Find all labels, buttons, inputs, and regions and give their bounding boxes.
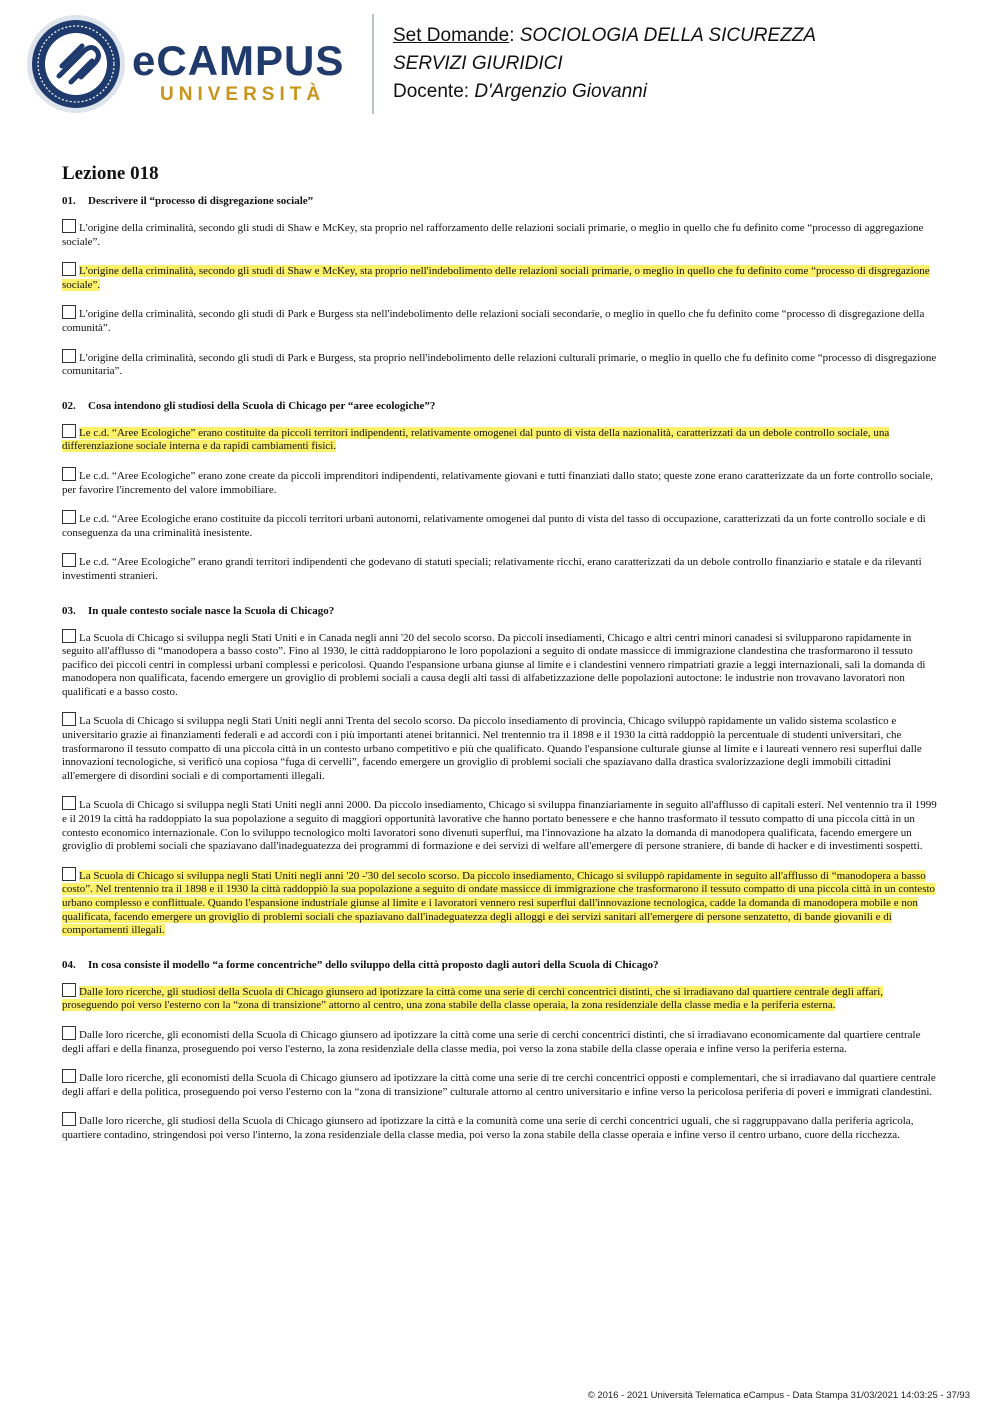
answer-text: Dalle loro ricerche, gli economisti della Scuola di Chicago giunsero ad ipotizzare la città come una serie di cerchi concentrici distinti, che si irradiavano economicamente dal quartiere centrale degli affari e della finanza, proseguendo poi verso l'esterno, la zona residenziale della classe media, poi verso la zona stabile della classe operaia e infine verso la periferia esterna. xyxy=(62,1028,921,1055)
answer-checkbox[interactable] xyxy=(62,1069,76,1083)
question-list xyxy=(62,194,940,1143)
subject-name: SOCIOLOGIA DELLA SICUREZZA xyxy=(519,25,817,46)
subject-area: SERVIZI GIURIDICI xyxy=(393,53,563,74)
answer-checkbox[interactable] xyxy=(62,796,76,810)
answer-option xyxy=(62,510,940,540)
answer-text: Le c.d. “Aree Ecologiche” erano costituite da piccoli territori indipendenti, relativamente omogenei dal punto di vista della nazionalità, caratterizzati da un debole controllo sociale, una differenziazione sociale interna e da rapidi cambiamenti fisici. xyxy=(62,426,890,453)
answer-option xyxy=(62,1069,940,1099)
university-seal-logo xyxy=(26,14,126,114)
question-title xyxy=(62,194,940,208)
question-text: In quale contesto sociale nasce la Scuola di Chicago? xyxy=(88,604,335,617)
question-number: 03. xyxy=(62,604,76,617)
answer-option xyxy=(62,553,940,583)
answer-checkbox[interactable] xyxy=(62,1112,76,1126)
question-text: Descrivere il “processo di disgregazione sociale” xyxy=(88,195,314,207)
answer-checkbox[interactable] xyxy=(62,349,76,363)
question-number: 01. xyxy=(62,195,76,207)
answer-option-correct xyxy=(62,983,940,1013)
answer-checkbox[interactable] xyxy=(62,867,76,881)
answer-checkbox[interactable] xyxy=(62,219,76,233)
answer-option xyxy=(62,1112,940,1142)
answer-checkbox[interactable] xyxy=(62,305,76,319)
answer-checkbox[interactable] xyxy=(62,553,76,567)
answer-text: Le c.d. “Aree Ecologiche erano costituite da piccoli territori urbani autonomi, relativamente omogenei dal punto di vista del tasso di occupazione, caratterizzati da un forte controllo sociale e di conseguenza da una criminalità inesistente. xyxy=(62,513,926,539)
answer-text: L'origine della criminalità, secondo gli studi di Shaw e McKey, sta proprio nel rafforzamento delle relazioni sociali primarie, o meglio in quello che fu definito come “processo di aggregazione sociale”. xyxy=(62,222,924,248)
question-block xyxy=(62,399,940,584)
answer-checkbox[interactable] xyxy=(62,510,76,524)
course-subject-line: Set Domande: SOCIOLOGIA DELLA SICUREZZA xyxy=(393,25,817,46)
set-label: Set Domande xyxy=(393,25,510,46)
answer-option-correct xyxy=(62,424,940,454)
answer-option xyxy=(62,467,940,497)
brand-subtitle: UNIVERSITÀ xyxy=(160,84,326,105)
answer-option-correct xyxy=(62,867,940,938)
answer-option xyxy=(62,796,940,853)
question-number: 02. xyxy=(62,399,76,412)
question-block xyxy=(62,194,940,379)
question-number: 04. xyxy=(62,958,76,971)
answer-checkbox[interactable] xyxy=(62,424,76,438)
question-block xyxy=(62,958,940,1143)
answer-checkbox[interactable] xyxy=(62,1026,76,1040)
question-title xyxy=(62,958,940,972)
answer-text: La Scuola di Chicago si sviluppa negli Stati Uniti negli anni 2000. Da piccolo insediamento, Chicago si sviluppa finanziariamente in seguito all'afflusso di capitali esteri. Nel ventennio tra il 1999 e il 2019 la città ha raddoppiato la sua popolazione a seguito di maggiori opportunità lavorative che hanno portato benessere e che hanno trasformato il tessuto compatto di una piccola città in un contesto economico internazionale. Con lo sviluppo tecnologico molti lavoratori sono divenuti superflui, ma l'innovazione ha alzato la domanda di manodopera qualificata, facendo emergere un groviglio di problemi sociali che spaziavano dall'inadeguatezza dei programmi di formazione e dei servizi di welfare all'emergere di persone straniere, di bande di hacker e di investimenti sospetti. xyxy=(62,799,937,853)
answer-checkbox[interactable] xyxy=(62,262,76,276)
main-content xyxy=(62,162,940,1163)
answer-text: Le c.d. “Aree Ecologiche” erano zone create da piccoli imprenditori indipendenti, relativamente giovani e tutti finanziati dallo stato; queste zone erano caratterizzate da un forte controllo sociale, per favorire l'incremento del valore immobiliare. xyxy=(62,469,933,496)
page-header xyxy=(0,0,1000,130)
lesson-title: Lezione 018 xyxy=(62,163,159,184)
answer-text: Le c.d. “Aree Ecologiche” erano grandi territori indipendenti che godevano di statuti speciali; relativamente ricchi, erano caratterizzati da un debole controllo finanziario e statale e da rilevanti investimenti stranieri. xyxy=(62,556,922,582)
answer-option xyxy=(62,629,940,700)
answer-text: La Scuola di Chicago si sviluppa negli Stati Uniti negli anni '20 -'30 del secolo scorso. Da piccolo insediamento, Chicago si sviluppò rapidamente in seguito all'afflusso di “manodopera a basso costo”. Nel trentennio tra il 1898 e il 1930 la città raddoppiò la sua popolazione a seguito di ondate massicce di immigrazione che trasformarono il tessuto compatto di una piccola città in un contesto urbano complesso e conflittuale. Quando l'espansione industriale giunse al limite e i lavoratori vennero resi superflui dall'innovazione tecnologica, cadde la domanda di manodopera mobile e non qualificata, facendo emergere un groviglio di problemi sociali che spaziavano dall'inadeguatezza degli alloggi e dei servizi sanitari all'emergere di persone senzatetto, di bande giovanili e di comportamenti illegali. xyxy=(62,869,936,937)
teacher-line xyxy=(393,78,816,106)
answer-checkbox[interactable] xyxy=(62,629,76,643)
answer-text: L'origine della criminalità, secondo gli studi di Park e Burgess sta nell'indebolimento delle relazioni sociali secondarie, o meglio in quello che fu definito come “processo di disgregazione della comunità”. xyxy=(62,308,925,334)
answer-option-correct xyxy=(62,262,940,292)
question-title xyxy=(62,399,940,413)
answer-text: Dalle loro ricerche, gli studiosi della Scuola di Chicago giunsero ad ipotizzare la città come una serie di cerchi concentrici distinti, che si irradiavano dal quartiere centrale degli affari, proseguendo poi verso l'esterno con la “zona di transizione” attorno al centro, una zona stabile della classe operaia, la zona residenziale della classe media e la periferia esterna. xyxy=(62,985,884,1012)
question-text: In cosa consiste il modello “a forme concentriche” dello sviluppo della città proposto dagli autori della Scuola di Chicago? xyxy=(88,958,659,971)
question-title xyxy=(62,604,940,618)
brand-logo-text xyxy=(132,37,345,106)
answer-option xyxy=(62,712,940,783)
answer-text: L'origine della criminalità, secondo gli studi di Shaw e McKey, sta proprio nell'indebolimento delle relazioni sociali primarie, o meglio in quello che fu definito come “processo di disgregazione sociale”. xyxy=(62,265,930,291)
answer-checkbox[interactable] xyxy=(62,983,76,997)
answer-option xyxy=(62,305,940,335)
answer-option xyxy=(62,1026,940,1056)
answer-text: L'origine della criminalità, secondo gli studi di Park e Burgess, sta proprio nell'indebolimento delle relazioni culturali primarie, o meglio in quello che fu definito come “processo di disgregazione comunitaria”. xyxy=(62,351,937,378)
brand-name: eCAMPUS xyxy=(132,37,345,84)
answer-checkbox[interactable] xyxy=(62,712,76,726)
page-footer: © 2016 - 2021 Università Telematica eCampus - Data Stampa 31/03/2021 14:03:25 - 37/93 xyxy=(587,1390,970,1401)
answer-text: Dalle loro ricerche, gli economisti della Scuola di Chicago giunsero ad ipotizzare la città come una serie di tre cerchi concentrici opposti e complementari, che si irradiavano dal quartiere centrale degli affari e della politica, proseguendo poi verso l'esterno con la “zona di transizione” culturale attorno al centro universitario e infine verso la pericolosa periferia di poveri e immigrati clandestini. xyxy=(62,1072,936,1098)
answer-text: La Scuola di Chicago si sviluppa negli Stati Uniti e in Canada negli anni '20 del secolo scorso. Da piccoli insediamenti, Chicago e altri centri minori canadesi si svilupparono rapidamente in seguito all'afflusso di “manodopera a basso costo”. Fino al 1930, le città raddoppiarono le loro popolazioni a seguito di ondate massicce di immigrazione clandestina che trasformarono il tessuto pacifico dei piccoli centri in complessi urbani complessi e pericolosi. Quando l'espansione urbana giunse al limite e i clandestini vennero rimpatriati grazie a leggi internazionali, salì la domanda di manodopera non qualificata, facendo emergere un groviglio di problemi sociali a causa degli alti tassi di alfabetizzazione delle popolazioni autoctone: le industrie non trovavano lavoratori non qualificati e a basso costo. xyxy=(62,631,926,698)
answer-text: La Scuola di Chicago si sviluppa negli Stati Uniti negli anni Trenta del secolo scorso. Da piccolo insediamento di provincia, Chicago sviluppò rapidamente un valido sistema scolastico e universitario grazie ai finanziamenti federali e ad accordi con i più importanti atenei britannici. Nel trentennio tra il 1898 e il 1930 la città raddoppiò la percentuale di studenti universitari, che trasformarono il tessuto compatto di una piccola città in un contesto urbano competitivo e più che qualificato. Quando l'espansione culturale giunse al limite e i laureati vennero resi superflui dalle innovazioni tecnologiche, si verificò una copiosa “fuga di cervelli”, facendo emergere un groviglio di problemi sociali che spaziavano dalla drastica svalorizzazione degli immobili cittadini all'emergere di disordini sociali e di comportamenti illegali. xyxy=(62,715,922,782)
teacher-name: D'Argenzio Giovanni xyxy=(474,81,647,102)
answer-option xyxy=(62,349,940,379)
header-divider xyxy=(372,14,374,114)
answer-checkbox[interactable] xyxy=(62,467,76,481)
question-block xyxy=(62,604,940,938)
answer-text: Dalle loro ricerche, gli studiosi della Scuola di Chicago giunsero ad ipotizzare la città e la comunità come una serie di cerchi concentrici uguali, che si raggruppavano dalla periferia agricola, quartiere contadino, stringendosi poi verso l'interno, la zona residenziale della classe media, poi verso la zona stabile della classe operaia e infine verso il centro urbano, cuore della ricchezza. xyxy=(62,1115,914,1141)
question-text: Cosa intendono gli studiosi della Scuola di Chicago per “aree ecologiche”? xyxy=(88,399,436,412)
answer-option xyxy=(62,219,940,249)
course-info xyxy=(393,22,816,106)
teacher-label: Docente: xyxy=(393,81,470,102)
